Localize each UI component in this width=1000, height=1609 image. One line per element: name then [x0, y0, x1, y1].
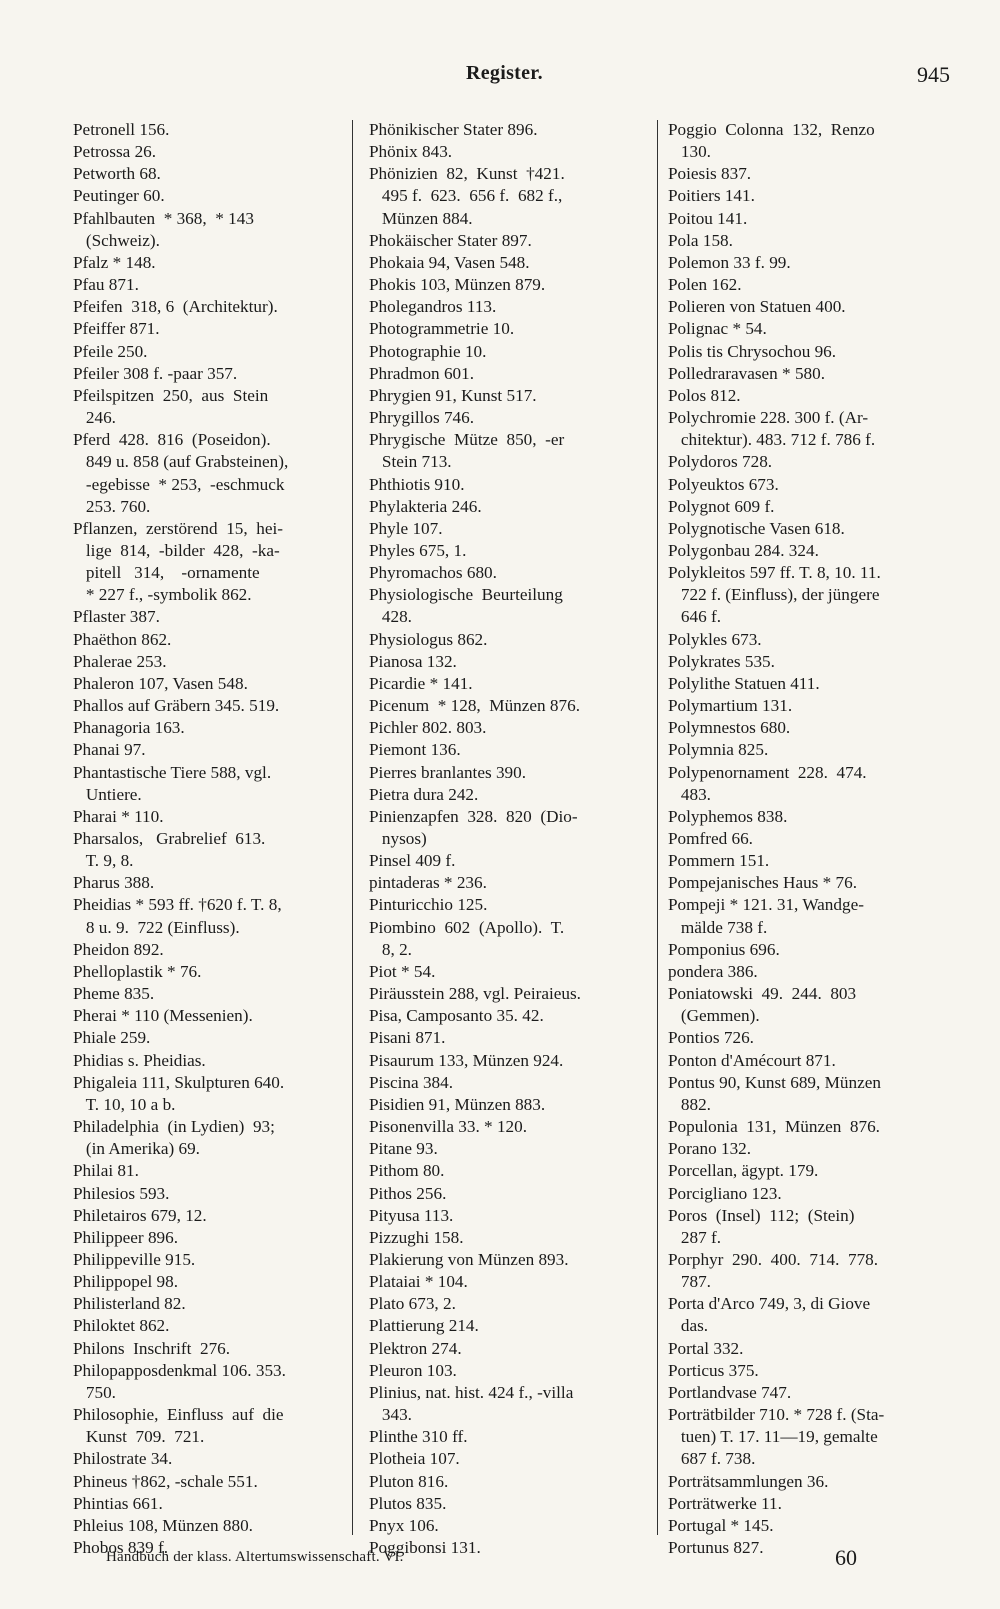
index-line: Phradmon 601. [369, 363, 475, 383]
index-line: Pinsel 409 f. [369, 851, 456, 871]
index-line: Phönizien 82, Kunst †421. [369, 164, 565, 184]
index-line: Plato 673, 2. [369, 1294, 456, 1314]
index-line: Porano 132. [668, 1139, 752, 1159]
index-line: Piot * 54. [369, 961, 436, 981]
index-line: Pheidias * 593 ff. †620 f. T. 8, [73, 895, 282, 915]
index-line: 687 f. 738. [668, 1449, 756, 1469]
index-line: Phokis 103, Münzen 879. [369, 275, 546, 295]
index-line: Portugal * 145. [668, 1515, 774, 1535]
index-line: Pherai * 110 (Messenien). [73, 1006, 253, 1026]
index-line: Philippeville 915. [73, 1249, 196, 1269]
index-line: Phantastische Tiere 588, vgl. [73, 762, 272, 782]
index-line: Pflaster 387. [73, 607, 160, 627]
index-line: Phigaleia 111, Skulpturen 640. [73, 1072, 285, 1092]
index-line: Polymnia 825. [668, 740, 769, 760]
index-line: Pomponius 696. [668, 939, 780, 959]
index-line: Pharus 388. [73, 873, 155, 893]
index-line: Phanai 97. [73, 740, 146, 760]
index-line: Polledraravasen * 580. [668, 363, 826, 383]
index-line: Polignac * 54. [668, 319, 767, 339]
index-line: Philostrate 34. [73, 1449, 173, 1469]
index-line: Phokäischer Stater 897. [369, 230, 532, 250]
index-line: Pfau 871. [73, 275, 139, 295]
index-line: Populonia 131, Münzen 876. [668, 1117, 880, 1137]
index-line: 8 u. 9. 722 (Einfluss). [73, 917, 240, 937]
index-line: Phyle 107. [369, 518, 443, 538]
index-line: 495 f. 623. 656 f. 682 f., [369, 186, 563, 206]
index-line: Pinturicchio 125. [369, 895, 488, 915]
index-line: mälde 738 f. [668, 917, 768, 937]
index-line: Polykrates 535. [668, 651, 775, 671]
index-line: Pisani 871. [369, 1028, 446, 1048]
index-line: Porcigliano 123. [668, 1183, 782, 1203]
index-line: tuen) T. 17. 11—19, gemalte [668, 1427, 878, 1447]
index-line: Petronell 156. [73, 120, 170, 139]
index-line: Pompeji * 121. 31, Wandge- [668, 895, 864, 915]
index-line: Pommern 151. [668, 851, 770, 871]
column-divider [352, 120, 353, 1535]
index-line: Polen 162. [668, 275, 742, 295]
page-footer [0, 1545, 1000, 1575]
index-line: 246. [73, 408, 116, 428]
index-line: Pleuron 103. [369, 1360, 457, 1380]
index-line: * 227 f., -symbolik 862. [73, 585, 252, 605]
index-line: Pichler 802. 803. [369, 718, 487, 738]
index-line: Plattierung 214. [369, 1316, 479, 1336]
index-line: Polylithe Statuen 411. [668, 673, 820, 693]
index-line: Pluton 816. [369, 1471, 449, 1491]
index-line: Polyphemos 838. [668, 806, 788, 826]
index-line: Polemon 33 f. 99. [668, 252, 791, 272]
index-line: Philoktet 862. [73, 1316, 170, 1336]
index-line: Piscina 384. [369, 1072, 454, 1092]
index-line: Picardie * 141. [369, 673, 473, 693]
index-line: Petrossa 26. [73, 142, 157, 162]
index-line: 130. [668, 142, 711, 162]
index-line: Pithom 80. [369, 1161, 445, 1181]
index-line: nysos) [369, 829, 427, 848]
index-line: Philadelphia (in Lydien) 93; [73, 1117, 275, 1137]
index-line: Pheme 835. [73, 984, 155, 1004]
index-line: Pianosa 132. [369, 651, 457, 671]
index-line: pintaderas * 236. [369, 873, 487, 893]
index-line: Porticus 375. [668, 1360, 759, 1380]
index-line: Philesios 593. [73, 1183, 170, 1203]
index-line: 646 f. [668, 607, 721, 627]
index-line: Poitiers 141. [668, 186, 755, 206]
index-line: Pferd 428. 816 (Poseidon). [73, 430, 271, 450]
column-divider [657, 120, 658, 1535]
index-line: pondera 386. [668, 961, 758, 981]
index-line: Polos 812. [668, 385, 741, 405]
index-line: Pomfred 66. [668, 829, 753, 848]
index-line: 750. [73, 1382, 116, 1402]
index-line: Pinienzapfen 328. 820 (Dio- [369, 806, 578, 826]
index-line: 882. [668, 1094, 711, 1114]
index-line: Philopapposdenkmal 106. 353. [73, 1360, 286, 1380]
index-line: Physiologische Beurteilung [369, 585, 563, 605]
index-line: Poitou 141. [668, 208, 748, 228]
index-line: Phallos auf Gräbern 345. 519. [73, 696, 280, 716]
index-line: Phleius 108, Münzen 880. [73, 1515, 253, 1535]
signature-mark: 60 [835, 1545, 857, 1570]
index-line: Phanagoria 163. [73, 718, 185, 738]
index-line: Polymnestos 680. [668, 718, 791, 738]
index-line: pitell 314, -ornamente [73, 563, 260, 583]
index-line: Polydoros 728. [668, 452, 773, 472]
page-title: Register. [466, 62, 543, 84]
source-line: Handbuch der klass. Altertumswissenschaft. VI. [106, 1549, 404, 1565]
index-line: Phelloplastik * 76. [73, 961, 202, 981]
index-line: Pisa, Camposanto 35. 42. [369, 1006, 544, 1026]
index-line: Piombino 602 (Apollo). T. [369, 917, 565, 937]
index-line: Plataiai * 104. [369, 1272, 468, 1292]
index-line: Polis tis Chrysochou 96. [668, 341, 837, 361]
index-line: Pithos 256. [369, 1183, 447, 1203]
index-line: Plutos 835. [369, 1493, 447, 1513]
index-line: Pityusa 113. [369, 1205, 454, 1225]
index-line: Porphyr 290. 400. 714. 778. [668, 1249, 879, 1269]
index-line: Photographie 10. [369, 341, 487, 361]
index-line: Pfahlbauten * 368, * 143 [73, 208, 254, 228]
index-line: Physiologus 862. [369, 629, 488, 649]
index-line: Kunst 709. 721. [73, 1427, 205, 1447]
index-line: Poniatowski 49. 244. 803 [668, 984, 857, 1004]
index-line: Porträtsammlungen 36. [668, 1471, 829, 1491]
page-number: 945 [917, 62, 950, 87]
index-line: Polychromie 228. 300 f. (Ar- [668, 408, 869, 428]
index-line: Piemont 136. [369, 740, 461, 760]
index-line: 428. [369, 607, 412, 627]
index-line: Plektron 274. [369, 1338, 462, 1358]
index-line: 483. [668, 784, 711, 804]
index-line: Plakierung von Münzen 893. [369, 1249, 569, 1269]
index-line: chitektur). 483. 712 f. 786 f. [668, 430, 876, 450]
index-line: Phyles 675, 1. [369, 540, 467, 560]
index-line: Porcellan, ägypt. 179. [668, 1161, 819, 1181]
index-line: Polykleitos 597 ff. T. 8, 10. 11. [668, 563, 881, 583]
index-line: Polygnotische Vasen 618. [668, 518, 845, 538]
index-line: Photogrammetrie 10. [369, 319, 515, 339]
index-line: Pierres branlantes 390. [369, 762, 527, 782]
index-line: Poiesis 837. [668, 164, 752, 184]
index-line: 849 u. 858 (auf Grabsteinen), [73, 452, 289, 472]
index-line: Untiere. [73, 784, 142, 804]
index-line: Pfeiffer 871. [73, 319, 160, 339]
index-line: Pfeile 250. [73, 341, 148, 361]
index-line: Pizzughi 158. [369, 1227, 464, 1247]
index-line: Pisonenvilla 33. * 120. [369, 1117, 528, 1137]
index-line: Philosophie, Einfluss auf die [73, 1405, 284, 1425]
index-line: 8, 2. [369, 939, 412, 959]
index-line: Portal 332. [668, 1338, 744, 1358]
index-line: Münzen 884. [369, 208, 473, 228]
index-column-2 [369, 119, 644, 1559]
index-line: Philons Inschrift 276. [73, 1338, 231, 1358]
index-line: (Gemmen). [668, 1006, 760, 1026]
index-line: Ponton d'Amécourt 871. [668, 1050, 836, 1070]
index-line: Pheidon 892. [73, 939, 164, 959]
index-line: Polymartium 131. [668, 696, 793, 716]
index-line: Philippopel 98. [73, 1272, 179, 1292]
index-line: Polieren von Statuen 400. [668, 297, 846, 317]
page-header [0, 58, 1000, 88]
index-line: Phokaia 94, Vasen 548. [369, 252, 530, 272]
index-line: Portunus 827. [668, 1538, 764, 1557]
index-line: Phaleron 107, Vasen 548. [73, 673, 248, 693]
index-line: Phaëthon 862. [73, 629, 172, 649]
index-line: Philai 81. [73, 1161, 139, 1181]
index-line: Piräusstein 288, vgl. Peiraieus. [369, 984, 581, 1004]
index-line: Pflanzen, zerstörend 15, hei- [73, 518, 283, 538]
index-line: Poggio Colonna 132, Renzo [668, 120, 875, 139]
index-line: Polykles 673. [668, 629, 762, 649]
index-line: Peutinger 60. [73, 186, 165, 206]
index-line: Phyromachos 680. [369, 563, 497, 583]
index-line: Pontios 726. [668, 1028, 754, 1048]
index-column-3 [668, 119, 950, 1559]
index-line: Pfalz * 148. [73, 252, 156, 272]
index-column-1 [73, 119, 349, 1559]
index-line: Petworth 68. [73, 164, 161, 184]
index-line: Philippeer 896. [73, 1227, 179, 1247]
index-line: das. [668, 1316, 709, 1336]
index-line: Phobos 839 f. [73, 1538, 169, 1557]
index-line: Phintias 661. [73, 1493, 163, 1513]
index-line: Polygnot 609 f. [668, 496, 775, 516]
index-line: Pompejanisches Haus * 76. [668, 873, 858, 893]
index-line: Pharsalos, Grabrelief 613. [73, 829, 266, 848]
index-line: Picenum * 128, Münzen 876. [369, 696, 581, 716]
index-line: Pisaurum 133, Münzen 924. [369, 1050, 564, 1070]
index-line: Pisidien 91, Münzen 883. [369, 1094, 546, 1114]
index-line: Porträtbilder 710. * 728 f. (Sta- [668, 1405, 885, 1425]
index-line: Pharai * 110. [73, 806, 164, 826]
index-line: Phthiotis 910. [369, 474, 465, 494]
index-line: Pfeifen 318, 6 (Architektur). [73, 297, 278, 317]
index-line: Phalerae 253. [73, 651, 167, 671]
index-line: Pnyx 106. [369, 1515, 439, 1535]
index-line: Pitane 93. [369, 1139, 438, 1159]
index-line: Polypenornament 228. 474. [668, 762, 867, 782]
index-line: Pietra dura 242. [369, 784, 479, 804]
index-line: Plinius, nat. hist. 424 f., -villa [369, 1382, 574, 1402]
index-line: Pontus 90, Kunst 689, Münzen [668, 1072, 881, 1092]
index-line: Pfeilspitzen 250, aus Stein [73, 385, 269, 405]
index-line: T. 10, 10 a b. [73, 1094, 176, 1114]
index-line: 287 f. [668, 1227, 721, 1247]
index-line: 722 f. (Einfluss), der jüngere [668, 585, 880, 605]
index-line: Pola 158. [668, 230, 733, 250]
index-line: Phrygillos 746. [369, 408, 475, 428]
index-line: Plinthe 310 ff. [369, 1427, 468, 1447]
index-line: Stein 713. [369, 452, 452, 472]
index-line: 343. [369, 1405, 412, 1425]
index-line: Pfeiler 308 f. -paar 357. [73, 363, 238, 383]
index-line: Polyeuktos 673. [668, 474, 779, 494]
index-line: Phiale 259. [73, 1028, 151, 1048]
index-line: (in Amerika) 69. [73, 1139, 200, 1159]
index-line: Phineus †862, -schale 551. [73, 1471, 258, 1491]
index-line: Polygonbau 284. 324. [668, 540, 819, 560]
index-line: Phylakteria 246. [369, 496, 482, 516]
index-line: 253. 760. [73, 496, 151, 516]
index-line: Philetairos 679, 12. [73, 1205, 207, 1225]
index-line: (Schweiz). [73, 230, 160, 250]
index-line: Phrygische Mütze 850, -er [369, 430, 565, 450]
index-line: Plotheia 107. [369, 1449, 460, 1469]
index-line: Phönikischer Stater 896. [369, 120, 538, 139]
index-line: Pholegandros 113. [369, 297, 497, 317]
index-line: Porta d'Arco 749, 3, di Giove [668, 1294, 871, 1314]
index-line: Phrygien 91, Kunst 517. [369, 385, 537, 405]
index-line: Poros (Insel) 112; (Stein) [668, 1205, 855, 1225]
index-line: Phönix 843. [369, 142, 453, 162]
index-line: Porträtwerke 11. [668, 1493, 782, 1513]
index-line: Portlandvase 747. [668, 1382, 792, 1402]
index-line: lige 814, -bilder 428, -ka- [73, 540, 280, 560]
index-line: -egebisse * 253, -eschmuck [73, 474, 285, 494]
index-line: 787. [668, 1272, 711, 1292]
index-line: Phidias s. Pheidias. [73, 1050, 206, 1070]
index-line: T. 9, 8. [73, 851, 134, 871]
index-line: Poggibonsi 131. [369, 1538, 481, 1557]
index-line: Philisterland 82. [73, 1294, 186, 1314]
